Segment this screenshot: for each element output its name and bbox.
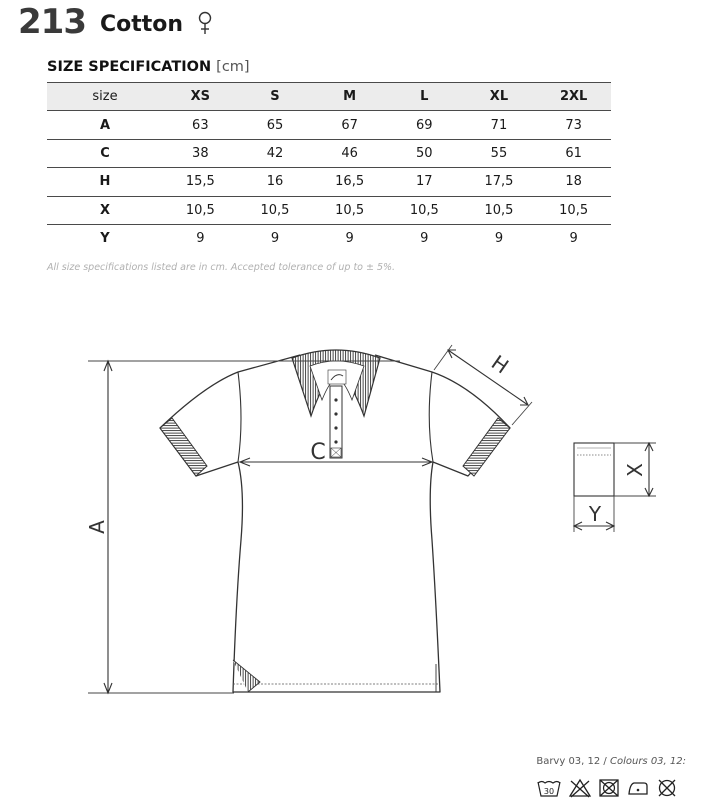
dimension-a-label: A: [85, 520, 109, 534]
table-cell: 10,5: [462, 196, 537, 224]
column-header: S: [238, 83, 313, 111]
table-cell: 67: [312, 111, 387, 139]
spec-title-text: SIZE SPECIFICATION: [47, 59, 212, 75]
table-cell: 10,5: [163, 196, 238, 224]
table-cell: 9: [494, 231, 504, 247]
table-cell: 10,5: [536, 196, 611, 224]
row-label: C: [47, 139, 163, 167]
no-dry-clean-icon: [656, 778, 678, 798]
dimension-x-label: X: [623, 463, 647, 477]
table-cell: 71: [462, 111, 537, 139]
table-cell: 16: [238, 168, 313, 196]
dimension-y-label: Y: [588, 502, 602, 526]
no-tumble-dry-icon: [598, 778, 620, 798]
table-cell: 16,5: [312, 168, 387, 196]
table-cell: 9: [345, 231, 354, 247]
table-cell: 9: [270, 231, 280, 247]
table-cell: 38: [163, 139, 238, 167]
product-name: Cotton: [99, 11, 184, 37]
dimension-h-label: H: [486, 350, 514, 379]
table-cell: 46: [312, 139, 387, 167]
row-label: A: [47, 111, 163, 139]
colours-note: [536, 756, 686, 767]
table-cell: 50: [387, 139, 462, 167]
row-label: H: [47, 168, 163, 196]
column-header: L: [387, 83, 462, 111]
product-code: 213: [18, 2, 86, 42]
colours-cz: Barvy 03, 12 /: [536, 756, 607, 767]
table-cell: 17: [387, 168, 462, 196]
column-header: XL: [462, 83, 537, 111]
care-symbols: [536, 778, 678, 798]
tolerance-note: All size specifications listed are in cm. Accepted tolerance of up to ± 5%.: [47, 262, 396, 273]
dimension-c-label: C: [310, 440, 326, 465]
column-header: XS: [163, 83, 238, 111]
table-cell: 61: [536, 139, 611, 167]
table-cell: 69: [387, 111, 462, 139]
table-cell: 10,5: [238, 196, 313, 224]
table-cell: 42: [238, 139, 313, 167]
table-cell: 9: [569, 231, 578, 247]
table-cell: 10,5: [387, 196, 462, 224]
row-label: Y: [100, 231, 110, 247]
table-cell: 10,5: [312, 196, 387, 224]
table-cell: 15,5: [163, 168, 238, 196]
table-cell: 18: [536, 168, 611, 196]
label-detail: [574, 443, 614, 496]
wash-temp: 30: [543, 787, 555, 796]
iron-low-icon: [626, 778, 650, 798]
table-cell: 17,5: [462, 168, 537, 196]
table-cell: 73: [536, 111, 611, 139]
colours-en: Colours 03, 12:: [609, 756, 686, 767]
table-cell: 9: [196, 231, 205, 247]
wash-30-icon: [536, 778, 562, 798]
column-header: size: [47, 83, 163, 111]
spec-unit: [cm]: [216, 59, 250, 75]
column-header: 2XL: [536, 83, 611, 111]
row-label: X: [47, 196, 163, 224]
table-cell: 65: [238, 111, 313, 139]
table-cell: 55: [462, 139, 537, 167]
no-bleach-icon: [568, 778, 592, 798]
placket: [330, 386, 342, 458]
table-cell: 9: [420, 231, 429, 247]
table-cell: 63: [163, 111, 238, 139]
column-header: M: [312, 83, 387, 111]
